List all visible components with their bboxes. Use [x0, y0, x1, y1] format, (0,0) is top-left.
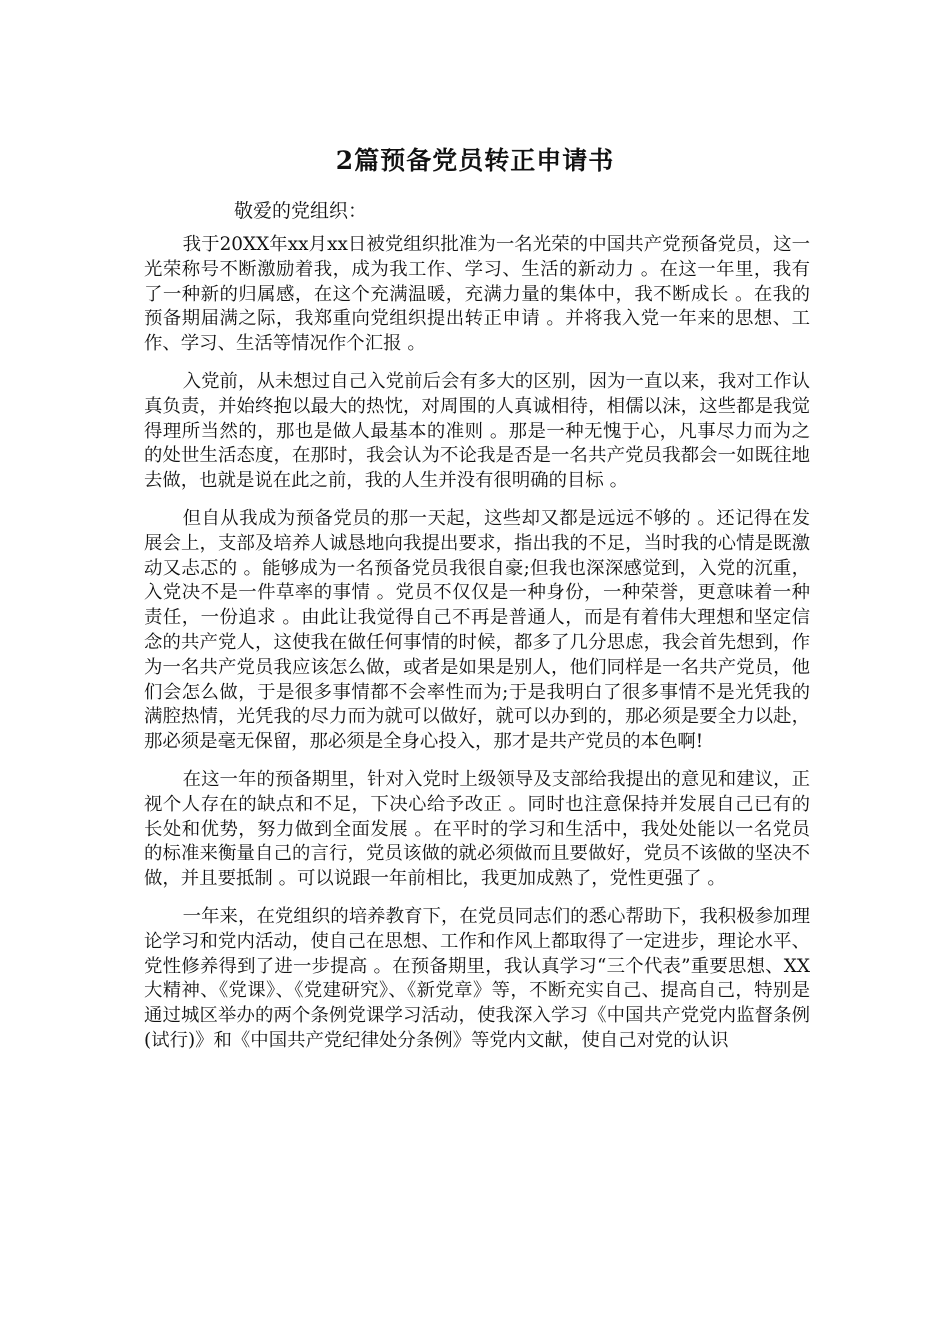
paragraph: 我于20XX年xx月xx日被党组织批准为一名光荣的中国共产党预备党员，这一光荣称号不断激励着我，成为我工作、学习、生活的新动力 。在这一年里，我有了一种新的归属感，在这个充满温暖，充满力量的集体中，我不断成长 。在我的预备期届满之际，我郑重向党组织提出转正申请 。并将我入党一年来的思想、工作、学习、生活等情况作个汇报 。 [144, 234, 810, 355]
document-body [144, 233, 810, 1067]
salutation: 敬爱的党组织： [234, 200, 368, 222]
paragraph: 但自从我成为预备党员的那一天起，这些却又都是远远不够的 。还记得在发展会上，支部及培养人诚恳地向我提出要求，指出我的不足，当时我的心情是既激动又忐忑的 。能够成为一名预备党员我很自豪;但我也深深感觉到，入党的沉重，入党决不是一件草率的事情 。党员不仅仅是一种身份，一种荣誉，更意味着一种责任，一份追求 。由此让我觉得自己不再是普通人，而是有着伟大理想和坚定信念的共产党人，这使我在做任何事情的时候，都多了几分思虑，我会首先想到，作为一名共产党员我应该怎么做，或者是如果是别人，他们同样是一名共产党员，他们会怎么做，于是很多事情都不会率性而为;于是我明白了很多事情不是光凭我的满腔热情，光凭我的尽力而为就可以做好，就可以办到的，那必须是要全力以赴，那必须是毫无保留，那必须是全身心投入，那才是共产党员的本色啊! [144, 507, 810, 753]
paragraph: 一年来，在党组织的培养教育下，在党员同志们的悉心帮助下，我积极参加理论学习和党内活动，使自己在思想、工作和作风上都取得了一定进步，理论水平、党性修养得到了进一步提高 。在预备期里，我认真学习“三个代表”重要思想、XX大精神、《党课》、《党建研究》、《新党章》等，不断充实自己、提高自己，特别是通过城区举办的两个条例党课学习活动，使我深入学习《中国共产党党内监督条例(试行)》和《中国共产党纪律处分条例》等党内文献，使自己对党的认识 [144, 905, 810, 1051]
paragraph: 入党前，从未想过自己入党前后会有多大的区别，因为一直以来，我对工作认真负责，并始终抱以最大的热忱，对周围的人真诚相待，相儒以沫，这些都是我觉得理所当然的，那也是做人最基本的准则 。那是一种无愧于心，凡事尽力而为之的处世生活态度，在那时，我会认为不论我是否是一名共产党员我都会一如既往地去做，也就是说在此之前，我的人生并没有很明确的目标 。 [144, 370, 810, 492]
document-title: 2篇预备党员转正申请书 [335, 146, 615, 175]
paragraph: 在这一年的预备期里，针对入党时上级领导及支部给我提出的意见和建议，正视个人存在的缺点和不足，下决心给予改正 。同时也注意保持并发展自己已有的长处和优势，努力做到全面发展 。在平时的学习和生活中，我处处能以一名党员的标准来衡量自己的言行，党员该做的就必须做而且要做好，党员不该做的坚决不做，并且要抵制 。可以说跟一年前相比，我更加成熟了，党性更强了 。 [144, 768, 810, 890]
